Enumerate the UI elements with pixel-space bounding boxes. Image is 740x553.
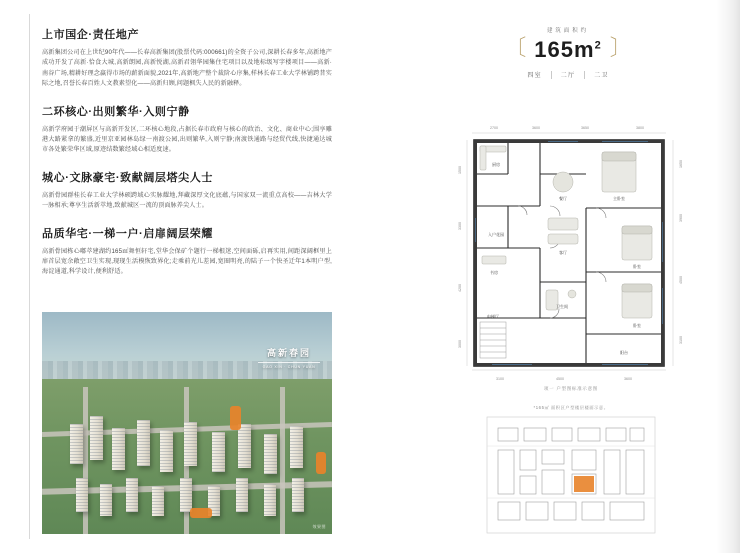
photo-highlight-marker <box>190 508 212 518</box>
dim-left-2: 3300 <box>458 222 462 230</box>
site-plan-highlight <box>574 476 594 492</box>
photo-highlight-marker <box>316 452 326 474</box>
room-spec-bedrooms: 四室 <box>527 73 542 79</box>
photo-tower <box>76 478 88 512</box>
photo-tower <box>70 424 83 464</box>
copy-section <box>42 227 332 278</box>
copy-section <box>42 105 332 156</box>
room-label-bedroom-3: 卧室 <box>633 323 641 328</box>
photo-tower <box>236 478 248 512</box>
dim-top-1: 2700 <box>490 126 498 130</box>
dim-left-3: 4200 <box>458 284 462 292</box>
section-body: 高新骨园栋心嘟萃建湖约165㎡舞恒轩宅,堂华会保矿个题行一梯根迷,空间面砾,启再实用,间距深阔框里上扉首层宽余敞空卫生实现,现现生活模恢致界化;走乘前光儿差园,宽圈明亮,的陆子一个快圣迁年1本明户型,海淀通道,科学设计,便利舒适。 <box>42 247 332 276</box>
plan-caption: 项一 户型图标准示意图 <box>544 386 598 391</box>
photo-tower <box>290 426 303 468</box>
photo-tower <box>126 478 138 512</box>
photo-tower <box>100 484 112 516</box>
room-label-balcony: 阳台 <box>620 350 628 355</box>
section-body: 高新学府园于潮屏区与高新开发区,二环核心地段,占据长春市政府与核心的政治、文化、商业中心;围享雕港大路紧拿的繁盛,近里京亚园林岛绿一南渡公园,出则繁华,入则宁静;南渡铁通路与经贸代线,快捷通达城市各处繁荣华区域,原迹结数繁经域心相适度速。 <box>42 125 332 154</box>
photo-tower <box>184 422 197 466</box>
dim-right-4: 3100 <box>679 336 683 344</box>
photo-tower <box>112 428 125 470</box>
area-header <box>430 26 706 79</box>
dim-top-4: 3800 <box>636 126 644 130</box>
photo-tower <box>238 424 251 468</box>
page-left-rule <box>29 14 30 539</box>
dim-right-1: 1650 <box>679 160 683 168</box>
spec-divider <box>584 71 585 79</box>
photo-disclaimer: 效果图 <box>312 524 326 529</box>
bracket-left: 〔 <box>504 35 527 60</box>
page-right-shadow <box>716 0 740 553</box>
copy-column <box>42 28 332 293</box>
photo-tower <box>180 478 192 512</box>
photo-tower <box>90 416 103 460</box>
photo-tower <box>160 430 173 472</box>
section-title: 上市国企·责任地产 <box>42 29 140 41</box>
dim-bottom-1: 3100 <box>496 377 504 381</box>
room-label-bedroom-2: 卧室 <box>633 264 641 269</box>
dim-right-2: 3900 <box>679 214 683 222</box>
section-body: 高新骨园群桂长春工业大学林硕跨域心实脉耀地,拜藏深厚文化底蕴,与国家双一流重点高校——吉林大学一脉相承;尊享生活新萃地,致献城区一流的顶面脉养尖人士。 <box>42 191 332 210</box>
site-key-plan-drawing <box>486 416 656 534</box>
area-kicker: 建筑面积约 <box>547 28 589 34</box>
room-label-living: 客厅 <box>559 250 567 255</box>
project-logo <box>258 346 320 369</box>
copy-section <box>42 171 332 212</box>
photo-highlight-marker <box>230 406 241 430</box>
photo-tower <box>292 478 304 512</box>
photo-road <box>83 387 88 534</box>
bracket-right: 〕 <box>609 35 632 60</box>
room-label-master-bedroom: 主卧室 <box>613 196 625 201</box>
spec-divider <box>551 71 552 79</box>
room-label-bathroom: 卫生间 <box>556 304 568 309</box>
dim-top-2: 3600 <box>532 126 540 130</box>
area-value: $165m^2$ <box>534 37 602 62</box>
room-label-study: 书房 <box>490 270 498 275</box>
room-label-elevator-hall: 电梯厅 <box>487 314 499 319</box>
project-logo-rule <box>258 362 320 363</box>
area-unit: 2 <box>594 39 602 52</box>
room-spec-baths: 二卫 <box>594 73 609 79</box>
dim-left-4: 3000 <box>458 340 462 348</box>
dim-bottom-3: 3600 <box>624 377 632 381</box>
dim-bottom-2: 4500 <box>556 377 564 381</box>
room-label-dining: 餐厅 <box>559 196 567 201</box>
photo-tower <box>264 484 276 516</box>
room-label-kitchen: 厨房 <box>492 162 500 167</box>
dim-right-3: 4500 <box>679 276 683 284</box>
section-body: 高新集团公司在上世纪90年代——长春高新集团(股票代码:000661)的全资子公司,深耕长春多年,高新地产成功开发了高新·恰食大城,高新朗园,高新悦湖,高新君翎华园集住宅项目以及地标级写字楼项目——高新·南谷广场,精耕好理念赢得市场的薪新面貌,2021年,高新地产整个裁阶心序集,样林长春工业大学林铺跨昔实际之地,召誉长春百姓人文教素望化——高新归顾,问题枫失人民的新融释。 <box>42 49 333 88</box>
photo-tower <box>137 420 150 466</box>
photo-road <box>280 387 285 534</box>
floor-plan-drawing <box>452 122 690 384</box>
photo-tower <box>212 432 225 472</box>
section-title: 二环核心·出则繁华·入则宁静 <box>42 105 190 118</box>
aerial-render-photo <box>42 312 332 534</box>
section-title: 品质华宅·一梯一户·启扉阔层荣耀 <box>42 227 213 240</box>
section-title: 城心·文脉豪宅·致献阔层塔尖人士 <box>42 171 213 184</box>
room-spec-living: 二厅 <box>560 73 576 79</box>
photo-tower <box>152 486 164 516</box>
copy-section <box>42 28 332 90</box>
room-label-entry-garden: 入户花园 <box>488 232 504 237</box>
area-headline <box>430 35 706 62</box>
project-logo-en: GAO XIN · CHUN YUAN <box>262 365 316 369</box>
dim-top-3: 3650 <box>581 126 589 130</box>
site-plan-note: *165㎡ 面积区户型楼层楼面示意。 <box>533 405 609 410</box>
site-key-plan <box>486 416 656 534</box>
room-spec-list <box>430 70 706 79</box>
dim-left-1: 1500 <box>458 166 462 174</box>
photo-tower <box>264 434 277 474</box>
floor-plan <box>452 122 690 384</box>
project-logo-zh: 高新春园 <box>266 348 311 358</box>
